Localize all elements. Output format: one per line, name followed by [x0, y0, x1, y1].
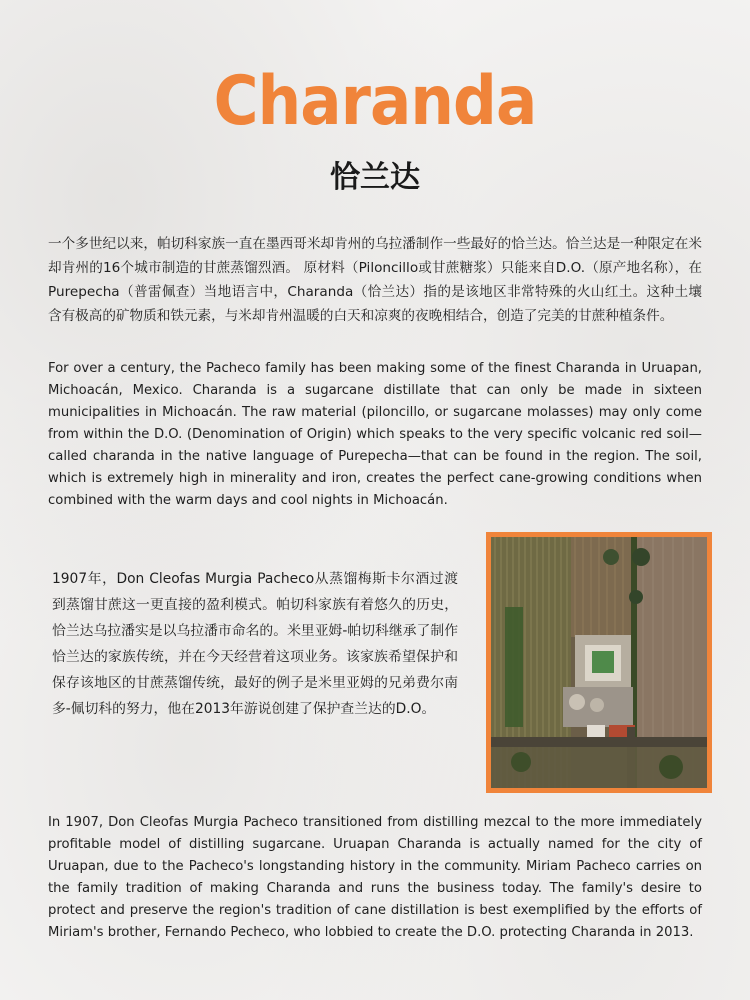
page-title: Charanda	[213, 62, 537, 141]
aerial-farm-photo	[486, 532, 712, 793]
intro-paragraph-chinese: 一个多世纪以来，帕切科家族一直在墨西哥米却肯州的乌拉潘制作一些最好的恰兰达。恰兰达是一种限定在米却肯州的16个城市制造的甘蔗蒸馏烈酒。 原材料（Piloncillo或甘蔗糖浆）只能来自D.O.（原产地名称），在Purepecha（普雷佩查）当地语言中，Charanda（恰兰达）指的是该地区非常特殊的火山红土。这种土壤含有极高的矿物质和铁元素，与米却肯州温暖的白天和凉爽的夜晚相结合，创造了完美的甘蔗种植条件。	[48, 236, 702, 324]
aerial-farm-illustration	[491, 537, 707, 788]
intro-paragraph-english: For over a century, the Pacheco family has been making some of the finest Charanda in Uruapan, Michoacán, Mexico. Charanda is a sugarcane distillate that can only be made in sixteen municipalities in Michoacán. The raw material (piloncillo, or sugarcane molasses) may only come from within the D.O. (Denomination of Origin) which speaks to the very specific volcanic red soil—called charanda in the native language of Purepecha—that can be found in the region. The soil, which is extremely high in minerality and iron, creates the perfect cane-growing conditions when combined with the warm days and cool nights in Michoacán.	[48, 361, 702, 508]
history-paragraph-english: In 1907, Don Cleofas Murgia Pacheco transitioned from distilling mezcal to the more immediately profitable model of distilling sugarcane. Uruapan Charanda is actually named for the city of Uruapan, due to the Pacheco's longstanding history in the community. Miriam Pacheco carries on the family tradition of making Charanda and runs the business today. The family's desire to protect and preserve the region's tradition of cane distillation is best exemplified by the efforts of Miriam's brother, Fernando Pecheco, who lobbied to create the D.O. protecting Charanda in 2013.	[48, 815, 702, 940]
history-paragraph-chinese: 1907年，Don Cleofas Murgia Pacheco从蒸馏梅斯卡尔酒过渡到蒸馏甘蔗这一更直接的盈利模式。帕切科家族有着悠久的历史，恰兰达乌拉潘实是以乌拉潘市命名的。米里亚姆-帕切科继承了制作恰兰达的家族传统，并在今天经营着这项业务。该家族希望保护和保存该地区的甘蔗蒸馏传统，最好的例子是米里亚姆的兄弟费尔南多-佩切科的努力，他在2013年游说创建了保护查兰达的D.O。	[52, 571, 458, 717]
page-subtitle: 恰兰达	[330, 160, 420, 195]
